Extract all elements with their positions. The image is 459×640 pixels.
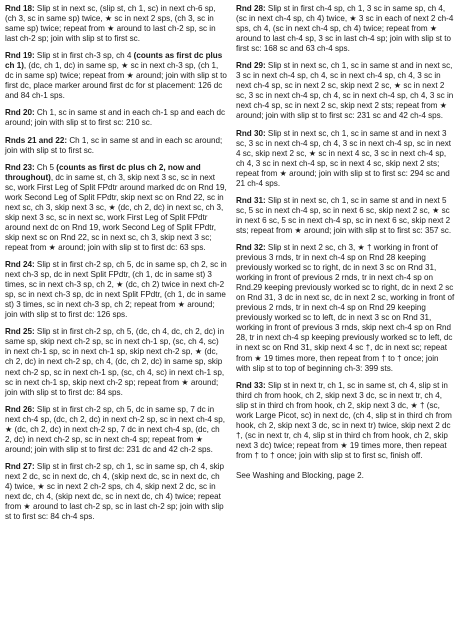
round-instruction — [5, 405, 227, 455]
round-heading: Rnd 26: — [5, 404, 35, 414]
round-instruction — [5, 327, 227, 397]
round-text-continued: , dc in same st, ch 3, skip next 3 sc, sc in next sc, work First Leg of Split FPdtr around marked dc on Rnd 19, work Second Leg of Split FPdtr, skip next sc on Rnd 22, sc in next sc, ch 3, skip next 3 sc, ★ (dc, ch 2, dc) in next sc, ch 3, skip next 3 sc, sc in next sc, work First Leg of Split FPdtr around next dc on Rnd 19, work Second Leg of Split FPdtr, skip next sc on Rnd 22, sc in next sc, ch 3, skip next 3 sc; repeat from ★ around; join with slip st to first dc: 63 sps. — [5, 172, 227, 252]
round-text: Slip st in first ch-2 sp, ch 1, sc in same sp, ch 4, skip next 2 dc, sc in next dc, ch 4, (skip next dc, sc in next dc, ch 4) twice, ★ sc in next 2 ch-2 sps, ch 4, skip next 2 dc, sc in next dc, ch 4, (skip next dc, sc in next dc, ch 4) twice; repeat from ★ around to last ch-2 sp, sc in last ch-2 sp; join with slip st to first sc: 84 ch-4 sps. — [5, 461, 225, 522]
round-text: Ch 5 — [34, 162, 57, 172]
left-column — [5, 4, 227, 529]
round-text: Slip st in next 2 sc, ch 3, ★ † working in front of previous 3 rnds, tr in next ch-4 sp on Rnd 28 keeping previously worked sc to right, dc in next 3 sc on Rnd 31, working in front of previous 2 rnds, tr in next ch-4 sp on Rnd.29 keeping previously worked sc to right, dc in next 2 sc on Rnd 31, 3 dc in next sc, dc in next 2 sc, working in front of previous 2 rnds, tr in next ch-4 sp on Rnd 29 keeping previously worked sc to left, dc in next 3 sc on Rnd 31, working in front of previous 3 rnds, skip next ch-4 sp on Rnd 28, tr in next ch-4 sp keeping previously worked sc to left, dc in next sc on Rnd 31, skip next 4 sc †, dc in next sc; repeat from ★ 19 times more, then repeat from † to † once; join with slip st to top of beginning ch-3: 399 sts. — [236, 242, 455, 373]
round-text: Slip st in next sc, ch 1, sc in same st and in next sc, 3 sc in next ch-4 sp, ch 4, sc in next ch-4 sp, ch 4, 3 sc in next ch-4 sp, sc in next 2 sc, skip next 2 sc, ★ sc in next 2 sc, 3 sc in next ch-4 sp, ch 4, sc in next ch-4 sp, ch 4, 3 sc in next ch-4 sp, sc in next 2 sc, skip next 2 sts; repeat from ★ around; join with slip st to first sc: 231 sc and 42 ch-4 sps. — [236, 61, 454, 121]
round-emphasis: (counts as first dc plus ch 2, now and throughout) — [5, 162, 201, 182]
round-heading: Rnd 18: — [5, 4, 35, 13]
round-heading: Rnds 21 and 22: — [5, 135, 68, 145]
round-heading: Rnd 29: — [236, 61, 266, 71]
round-text: Slip st in first ch-3 sp, ch 4 — [34, 51, 134, 61]
round-text: Slip st in next sc, ch 1, sc in same st and in next 5 sc, 5 sc in next ch-4 sp, sc in next 6 sc, skip next 2 sc, ★ sc in next 6 sc, 5 sc in next ch-4 sp, sc in next 6 sc, skip next 2 sts; repeat from ★ around; join with slip st to first sc: 357 sc. — [236, 195, 452, 235]
round-heading: Rnd 24: — [5, 260, 35, 270]
round-heading: Rnd 19: — [5, 51, 35, 61]
round-heading: Rnd 30: — [236, 128, 266, 138]
round-text: Ch 1, sc in same st and in each sc around; join with slip st to first sc. — [5, 135, 223, 155]
round-instruction — [5, 163, 227, 253]
round-text: Slip st in next tr, ch 1, sc in same st, ch 4, slip st in third ch from hook, ch 2, skip next 3 dc, sc in next tr, ch 4, slip st in third ch from hook, ch 2, skip next 3 dc, ★ † (sc, work Large Picot, sc) in next dc, (ch 4, slip st in third ch from hook, ch 2, skip next 3 dc, sc in next tr) twice, skip next 2 dc †, (sc in next tr, ch 4, slip st in third ch from hook, ch 2, skip next 3 dc) twice; repeat from ★ 19 times more, then repeat from † to † once; join with slip st to first sc, finish off. — [236, 380, 452, 460]
round-heading: Rnd 25: — [5, 327, 35, 337]
round-instruction — [5, 51, 227, 101]
round-text: Slip st in first ch-4 sp, ch 1, 3 sc in same sp, ch 4, (sc in next ch-4 sp, ch 4) twice, ★ 3 sc in each of next 2 ch-4 sps, ch 4, (sc in next ch-4 sp, ch 4) twice; repeat from ★ around to last ch-4 sp, 3 sc in last ch-4 sp; join with slip st to first sc: 168 sc and 63 ch-4 sps. — [236, 4, 454, 54]
round-heading: Rnd 31: — [236, 195, 266, 205]
round-emphasis: (counts as first dc plus ch 1) — [5, 51, 223, 71]
round-instruction — [236, 129, 455, 189]
round-heading: Rnd 20: — [5, 108, 35, 118]
round-instruction — [5, 136, 227, 156]
round-text: Ch 1, sc in same st and in each ch-1 sp and each dc around; join with slip st to first sc: 210 sc. — [5, 108, 225, 128]
round-heading: Rnd 33: — [236, 380, 266, 390]
round-heading: Rnd 27: — [5, 461, 35, 471]
round-text-continued: , (dc, ch 1, dc) in same sp, ★ sc in next ch-3 sp, (ch 1, dc in same sp) twice; repeat from ★ around; join with slip st to first dc, place marker around first dc for st placement: 126 dc and 84 ch-1 sps. — [5, 61, 227, 101]
round-heading: Rnd 28: — [236, 4, 266, 13]
round-instruction — [5, 4, 227, 44]
round-text: Slip st in first ch-2 sp, ch 5, dc in same sp, 7 dc in next ch-4 sp, (dc, ch 2, dc) in next ch-2 sp, sc in next ch-4 sp, ★ (dc, ch 2, dc) in next ch-2 sp, 7 dc in next ch-4 sp, (dc, ch 2, dc) in next ch-2 sp, sc in next ch-4 sp; repeat from ★ around; join with slip st to first dc: 231 dc and 42 ch-2 sps. — [5, 404, 225, 454]
round-text: Slip st in first ch-2 sp, ch 5, (dc, ch 4, dc, ch 2, dc) in same sp, skip next ch-2 sp, sc in next ch-1 sp, (sc, ch 4, sc) in next ch-1 sp, sc in next ch-1 sp, skip next ch-2 sp, ★ (dc, ch 2, dc) in next ch-2 sp, ch 4, (dc, ch 2, dc) in same sp, skip next ch-2 sp, sc in next ch-1 sp, (sc, ch 4, sc) in next ch-1 sp, sc in next ch-1 sp, skip next ch-2 sp; repeat from ★ around; join with slip st to first dc: 84 sps. — [5, 327, 225, 397]
right-column — [236, 4, 455, 488]
round-heading: Rnd 23: — [5, 162, 35, 172]
round-text: Slip st in next sc, ch 1, sc in same st and in next 3 sc, 3 sc in next ch-4 sp, ch 4, 3 sc in next ch-4 sp, sc in next 4 sc, skip next 2 sc, ★ sc in next 4 sc, 3 sc in next ch-4 sp, ch 4, 3 sc in next ch-4 sp, sc in next 4 sc, skip next 2 sts; repeat from ★ around; join with slip st to first sc: 294 sc and 21 ch-4 sps. — [236, 128, 452, 188]
round-text: Slip st in first ch-2 sp, ch 5, dc in same sp, ch 2, sc in next ch-3 sp, dc in next Split FPdtr, (ch 1, dc in same st) 3 times, sc in next ch-3 sp, ch 2, ★ (dc, ch 2) twice in next ch-2 sp, sc in next ch-3 sp, dc in next Split FPdtr, (ch 1, dc in same st) 3 times, sc in next ch-3 sp, ch 2; repeat from ★ around; join with slip st to first dc: 126 sps. — [5, 260, 227, 320]
round-instruction — [236, 196, 455, 236]
round-instruction — [5, 108, 227, 128]
round-instruction — [5, 260, 227, 320]
round-instruction — [236, 381, 455, 461]
round-instruction — [236, 61, 455, 121]
washing-blocking-note: See Washing and Blocking, page 2. — [236, 470, 364, 480]
round-heading: Rnd 32: — [236, 242, 266, 252]
round-instruction — [236, 4, 455, 54]
round-text: Slip st in next sc, (slip st, ch 1, sc) in next ch-6 sp, (ch 3, sc in same sp) twice, ★ sc in next 2 sps, (ch 3, sc in same sp) twice; repeat from ★ around to last ch-2 sp, sc in last ch-2 sp; join with slip st to first sc. — [5, 4, 216, 44]
round-instruction — [5, 462, 227, 522]
round-instruction — [236, 243, 455, 374]
